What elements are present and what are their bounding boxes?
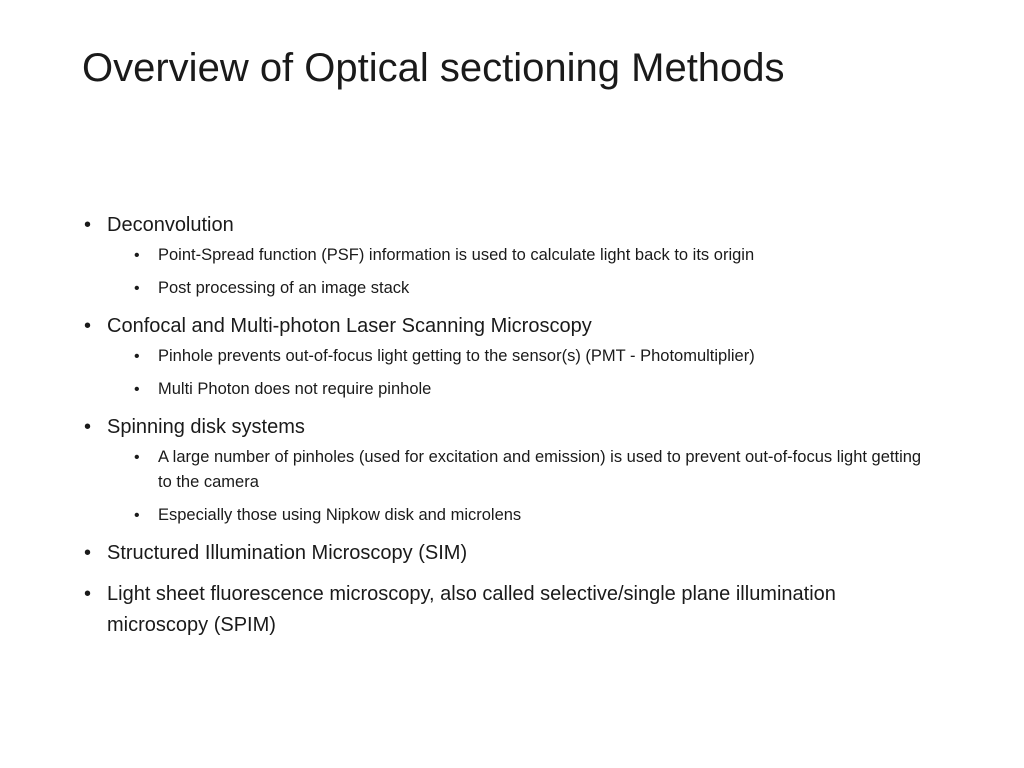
bullet-item [82, 210, 932, 301]
bullet-list [82, 210, 932, 641]
sub-bullet-item: • A large number of pinholes (used for excitation and emission) is used to prevent out-of-focus light getting to the camera [131, 445, 928, 495]
bullet-text: Light sheet fluorescence microscopy, also called selective/single plane illumination microscopy (SPIM) [107, 583, 836, 636]
bullet-item [82, 579, 932, 641]
sub-bullet-list [107, 445, 932, 528]
bullet-item [82, 538, 932, 569]
bullet-text: Spinning disk systems [107, 416, 305, 438]
sub-bullet-list [107, 243, 932, 301]
bullet-item [82, 311, 932, 402]
bullet-item [82, 412, 932, 528]
sub-bullet-item: • Especially those using Nipkow disk and microlens [131, 503, 928, 528]
slide-title: Overview of Optical sectioning Methods [82, 46, 785, 90]
sub-bullet-item: • Point-Spread function (PSF) information is used to calculate light back to its origin [131, 243, 928, 268]
sub-bullet-item: • Post processing of an image stack [131, 276, 928, 301]
bullet-text: Confocal and Multi-photon Laser Scanning Microscopy [107, 315, 592, 337]
sub-bullet-item: • Multi Photon does not require pinhole [131, 377, 928, 402]
sub-bullet-item: • Pinhole prevents out-of-focus light getting to the sensor(s) (PMT - Photomultiplier) [131, 344, 928, 369]
bullet-text: Structured Illumination Microscopy (SIM) [107, 542, 468, 564]
bullet-text: Deconvolution [107, 214, 234, 236]
slide-content [82, 210, 932, 651]
sub-bullet-list [107, 344, 932, 402]
